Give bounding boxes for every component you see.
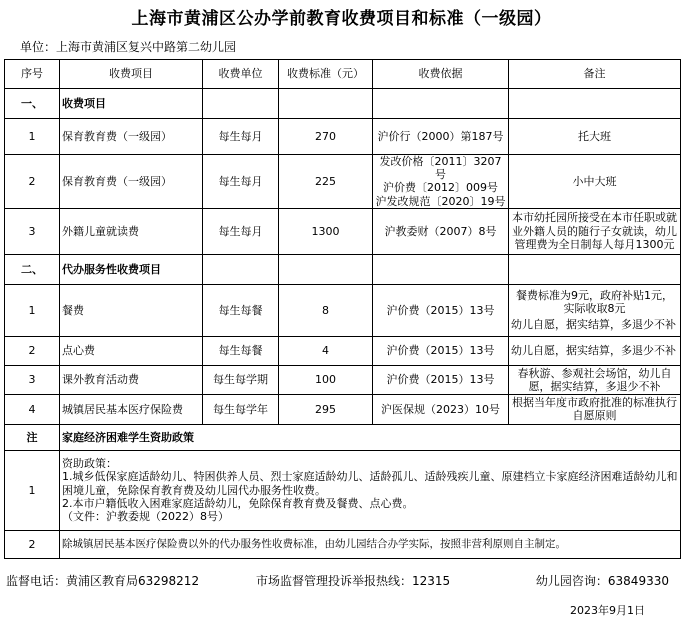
fee-unit: 每生每月 — [203, 155, 279, 209]
section-number: 一、 — [5, 89, 60, 119]
fee-basis: 沪价费（2015）13号 — [373, 365, 509, 394]
kindergarten-phone: 幼儿园咨询：63849330 — [535, 574, 669, 588]
policy-line: 资助政策： — [62, 457, 117, 471]
fee-basis: 沪医保规（2023）10号 — [373, 394, 509, 424]
row-number: 2 — [5, 336, 60, 365]
table-row — [5, 336, 681, 365]
page-title: 上海市黄浦区公办学前教育收费项目和标准（一级园） — [131, 9, 552, 29]
header-cell: 序号 — [5, 60, 60, 89]
fee-basis: 沪价费（2015）13号 — [373, 336, 509, 365]
fee-unit: 每生每餐 — [203, 336, 279, 365]
fee-unit: 每生每月 — [203, 119, 279, 155]
fee-unit: 每生每餐 — [203, 284, 279, 336]
fee-note: 幼儿自愿，据实结算，多退少不补 — [509, 336, 681, 365]
fee-note: 托大班 — [509, 119, 681, 155]
policy-text: 除城镇居民基本医疗保险费以外的代办服务性收费标准，由幼儿园结合办学实际，按照非营利原则自主制定。 — [60, 530, 681, 558]
header-cell: 收费单位 — [203, 60, 279, 89]
notes-heading: 家庭经济困难学生资助政策 — [60, 424, 681, 450]
row-number: 1 — [5, 450, 60, 530]
table-row — [5, 208, 681, 254]
basis-line: 沪价费〔2012〕009号 — [383, 181, 498, 195]
fee-note: 根据当年度市政府批准的标准执行自愿原则 — [509, 394, 681, 424]
unit-label: 单位：上海市黄浦区复兴中路第二幼儿园 — [20, 40, 237, 54]
fee-standard: 100 — [279, 365, 373, 394]
row-number: 4 — [5, 394, 60, 424]
fee-basis — [373, 155, 509, 209]
row-number: 3 — [5, 208, 60, 254]
section-title: 收费项目 — [60, 89, 203, 119]
header-cell: 收费依据 — [373, 60, 509, 89]
fee-item: 课外教育活动费 — [60, 365, 203, 394]
supervise-phone: 监督电话：黄浦区教育局63298212 — [6, 574, 200, 588]
notes-row — [5, 450, 681, 530]
table-row — [5, 365, 681, 394]
policy-line: 2.本市户籍低收入困难家庭适龄幼儿，免除保育教育费及餐费、点心费。 — [62, 496, 414, 510]
policy-text — [60, 450, 681, 530]
row-number: 2 — [5, 530, 60, 558]
table-row — [5, 284, 681, 336]
row-number: 2 — [5, 155, 60, 209]
market-hotline: 市场监督管理投诉举报热线：12315 — [256, 574, 451, 588]
fee-standard: 225 — [279, 155, 373, 209]
header-cell: 备注 — [509, 60, 681, 89]
header-cell: 收费项目 — [60, 60, 203, 89]
fee-standard: 295 — [279, 394, 373, 424]
fee-item: 保育教育费（一级园） — [60, 119, 203, 155]
fee-unit: 每生每月 — [203, 208, 279, 254]
section-row — [5, 89, 681, 119]
fee-note — [509, 284, 681, 336]
table-row — [5, 119, 681, 155]
fee-standard: 4 — [279, 336, 373, 365]
row-number: 1 — [5, 119, 60, 155]
fee-item: 外籍儿童就读费 — [60, 208, 203, 254]
fee-note: 小中大班 — [509, 155, 681, 209]
basis-line: 沪发改规范〔2020〕19号 — [375, 194, 506, 208]
note-line: 幼儿自愿，据实结算，多退少不补 — [511, 318, 676, 332]
section-row — [5, 254, 681, 284]
fee-unit: 每生每学年 — [203, 394, 279, 424]
fee-standard: 8 — [279, 284, 373, 336]
fee-note: 本市幼托园所接受在本市任职或就业外籍人员的随行子女就读，幼儿管理费为全日制每人每月1300元 — [509, 208, 681, 254]
row-number: 3 — [5, 365, 60, 394]
table-header-row — [5, 60, 681, 89]
table-row — [5, 394, 681, 424]
fee-basis: 沪价费（2015）13号 — [373, 284, 509, 336]
note-line: 餐费标准为9元，政府补贴1元，实际收取8元 — [516, 288, 673, 316]
basis-line: 发改价格〔2011〕3207号 — [379, 155, 502, 182]
header-cell: 收费标准（元） — [279, 60, 373, 89]
notes-label: 注 — [5, 424, 60, 450]
fee-basis: 沪教委财（2007）8号 — [373, 208, 509, 254]
fee-standard: 270 — [279, 119, 373, 155]
fee-item: 城镇居民基本医疗保险费 — [60, 394, 203, 424]
policy-line: 1.城乡低保家庭适龄幼儿、特困供养人员、烈士家庭适龄幼儿、适龄孤儿、适龄残疾儿童、原建档立卡家庭经济困难适龄幼儿和困境儿童，免除保育教育费及幼儿园代办服务性收费。 — [62, 470, 678, 497]
fee-note: 春秋游、参观社会场馆，幼儿自愿，据实结算，多退少不补 — [509, 365, 681, 394]
row-number: 1 — [5, 284, 60, 336]
notes-row — [5, 530, 681, 558]
policy-line: （文件：沪教委规（2022）8号） — [62, 510, 229, 524]
fee-table — [4, 59, 681, 559]
fee-item: 保育教育费（一级园） — [60, 155, 203, 209]
table-row — [5, 155, 681, 209]
document-date: 2023年9月1日 — [570, 604, 645, 617]
fee-basis: 沪价行（2000）第187号 — [373, 119, 509, 155]
fee-standard: 1300 — [279, 208, 373, 254]
notes-header-row — [5, 424, 681, 450]
section-title: 代办服务性收费项目 — [60, 254, 203, 284]
fee-item: 点心费 — [60, 336, 203, 365]
fee-unit: 每生每学期 — [203, 365, 279, 394]
section-number: 二、 — [5, 254, 60, 284]
fee-item: 餐费 — [60, 284, 203, 336]
